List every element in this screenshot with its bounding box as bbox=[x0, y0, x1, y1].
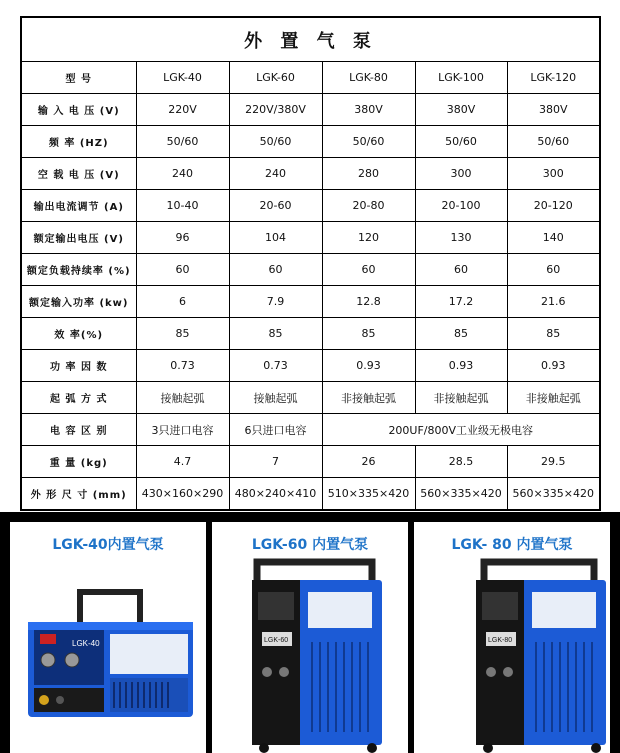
spec-rows bbox=[21, 94, 600, 414]
product-card bbox=[414, 522, 610, 753]
cell: 220V bbox=[136, 94, 229, 126]
model-header: LGK-60 bbox=[229, 62, 322, 94]
row-label: 功 率 因 数 bbox=[21, 350, 136, 382]
cell: 60 bbox=[136, 254, 229, 286]
cell: 380V bbox=[415, 94, 507, 126]
spec-row bbox=[21, 318, 600, 350]
row-label: 输 入 电 压 (V) bbox=[21, 94, 136, 126]
cell: 0.73 bbox=[136, 350, 229, 382]
spec-sheet bbox=[20, 16, 599, 501]
cell: 6只进口电容 bbox=[229, 414, 322, 446]
row-label: 额定负载持续率 (%) bbox=[21, 254, 136, 286]
product-strip bbox=[0, 512, 620, 753]
cell: 96 bbox=[136, 222, 229, 254]
cell: 接触起弧 bbox=[229, 382, 322, 414]
product-caption: LGK-60 内置气泵 bbox=[251, 537, 369, 553]
header-row bbox=[21, 62, 600, 94]
cell: 20-100 bbox=[415, 190, 507, 222]
spec-row bbox=[21, 382, 600, 414]
spec-rows bbox=[21, 446, 600, 511]
row-label: 型 号 bbox=[21, 62, 136, 94]
spec-row bbox=[21, 126, 600, 158]
cell: 240 bbox=[229, 158, 322, 190]
cell: 560×335×420 bbox=[415, 478, 507, 511]
cell: 60 bbox=[229, 254, 322, 286]
machine-image bbox=[212, 522, 408, 753]
cell: 29.5 bbox=[507, 446, 600, 478]
row-label: 额定输入功率 (kw) bbox=[21, 286, 136, 318]
cell: 12.8 bbox=[322, 286, 415, 318]
model-header: LGK-120 bbox=[507, 62, 600, 94]
cell: 17.2 bbox=[415, 286, 507, 318]
row-label: 外 形 尺 寸 (mm) bbox=[21, 478, 136, 511]
cell: 85 bbox=[136, 318, 229, 350]
merged-cell: 200UF/800V工业级无极电容 bbox=[322, 414, 600, 446]
spec-row bbox=[21, 94, 600, 126]
machine-panel-label: LGK-80 bbox=[488, 637, 513, 644]
row-label: 输出电流调节 (A) bbox=[21, 190, 136, 222]
cell: 120 bbox=[322, 222, 415, 254]
cell: 0.93 bbox=[322, 350, 415, 382]
cell: 10-40 bbox=[136, 190, 229, 222]
cell: 28.5 bbox=[415, 446, 507, 478]
cell: 7 bbox=[229, 446, 322, 478]
product-caption: LGK-40内置气泵 bbox=[52, 537, 164, 553]
row-label: 重 量 (kg) bbox=[21, 446, 136, 478]
cell: 280 bbox=[322, 158, 415, 190]
cell: 6 bbox=[136, 286, 229, 318]
row-label: 额定输出电压 (V) bbox=[21, 222, 136, 254]
cell: 60 bbox=[507, 254, 600, 286]
cell: 0.93 bbox=[507, 350, 600, 382]
capacitor-row bbox=[21, 414, 600, 446]
cell: 140 bbox=[507, 222, 600, 254]
cell: 20-120 bbox=[507, 190, 600, 222]
spec-row bbox=[21, 478, 600, 511]
machine-panel-label: LGK-60 bbox=[264, 637, 289, 644]
machine-image bbox=[414, 522, 610, 753]
cell: 85 bbox=[322, 318, 415, 350]
table-title: 外 置 气 泵 bbox=[21, 17, 600, 62]
cell: 26 bbox=[322, 446, 415, 478]
cell: 300 bbox=[415, 158, 507, 190]
row-label: 起 弧 方 式 bbox=[21, 382, 136, 414]
cell: 300 bbox=[507, 158, 600, 190]
cell: 非接触起弧 bbox=[507, 382, 600, 414]
row-label: 空 载 电 压 (V) bbox=[21, 158, 136, 190]
machine-panel-label: LGK-40 bbox=[72, 639, 100, 648]
model-header: LGK-40 bbox=[136, 62, 229, 94]
cell: 3只进口电容 bbox=[136, 414, 229, 446]
cell: 50/60 bbox=[322, 126, 415, 158]
cell: 220V/380V bbox=[229, 94, 322, 126]
row-label: 频 率 (HZ) bbox=[21, 126, 136, 158]
spec-row bbox=[21, 446, 600, 478]
cell: 430×160×290 bbox=[136, 478, 229, 511]
row-label: 电 容 区 别 bbox=[21, 414, 136, 446]
row-label: 效 率(%) bbox=[21, 318, 136, 350]
cell: 85 bbox=[507, 318, 600, 350]
model-header: LGK-100 bbox=[415, 62, 507, 94]
cell: 104 bbox=[229, 222, 322, 254]
cell: 非接触起弧 bbox=[415, 382, 507, 414]
spec-row bbox=[21, 350, 600, 382]
cell: 非接触起弧 bbox=[322, 382, 415, 414]
cell: 50/60 bbox=[136, 126, 229, 158]
spec-row bbox=[21, 158, 600, 190]
cell: 接触起弧 bbox=[136, 382, 229, 414]
cell: 21.6 bbox=[507, 286, 600, 318]
spec-table bbox=[20, 16, 601, 511]
cell: 0.93 bbox=[415, 350, 507, 382]
cell: 0.73 bbox=[229, 350, 322, 382]
cell: 380V bbox=[507, 94, 600, 126]
cell: 20-60 bbox=[229, 190, 322, 222]
model-header: LGK-80 bbox=[322, 62, 415, 94]
cell: 240 bbox=[136, 158, 229, 190]
spec-row bbox=[21, 190, 600, 222]
cell: 85 bbox=[229, 318, 322, 350]
cell: 20-80 bbox=[322, 190, 415, 222]
product-caption: LGK- 80 内置气泵 bbox=[451, 537, 573, 553]
cell: 4.7 bbox=[136, 446, 229, 478]
cell: 60 bbox=[322, 254, 415, 286]
cell: 510×335×420 bbox=[322, 478, 415, 511]
machine-image bbox=[10, 522, 206, 753]
cell: 560×335×420 bbox=[507, 478, 600, 511]
cell: 50/60 bbox=[507, 126, 600, 158]
cell: 60 bbox=[415, 254, 507, 286]
cell: 50/60 bbox=[229, 126, 322, 158]
spec-row bbox=[21, 254, 600, 286]
cell: 85 bbox=[415, 318, 507, 350]
title-row bbox=[21, 17, 600, 62]
cell: 130 bbox=[415, 222, 507, 254]
spec-row bbox=[21, 222, 600, 254]
product-card bbox=[10, 522, 206, 753]
product-card bbox=[212, 522, 408, 753]
cell: 7.9 bbox=[229, 286, 322, 318]
spec-row bbox=[21, 286, 600, 318]
cell: 480×240×410 bbox=[229, 478, 322, 511]
cell: 50/60 bbox=[415, 126, 507, 158]
cell: 380V bbox=[322, 94, 415, 126]
